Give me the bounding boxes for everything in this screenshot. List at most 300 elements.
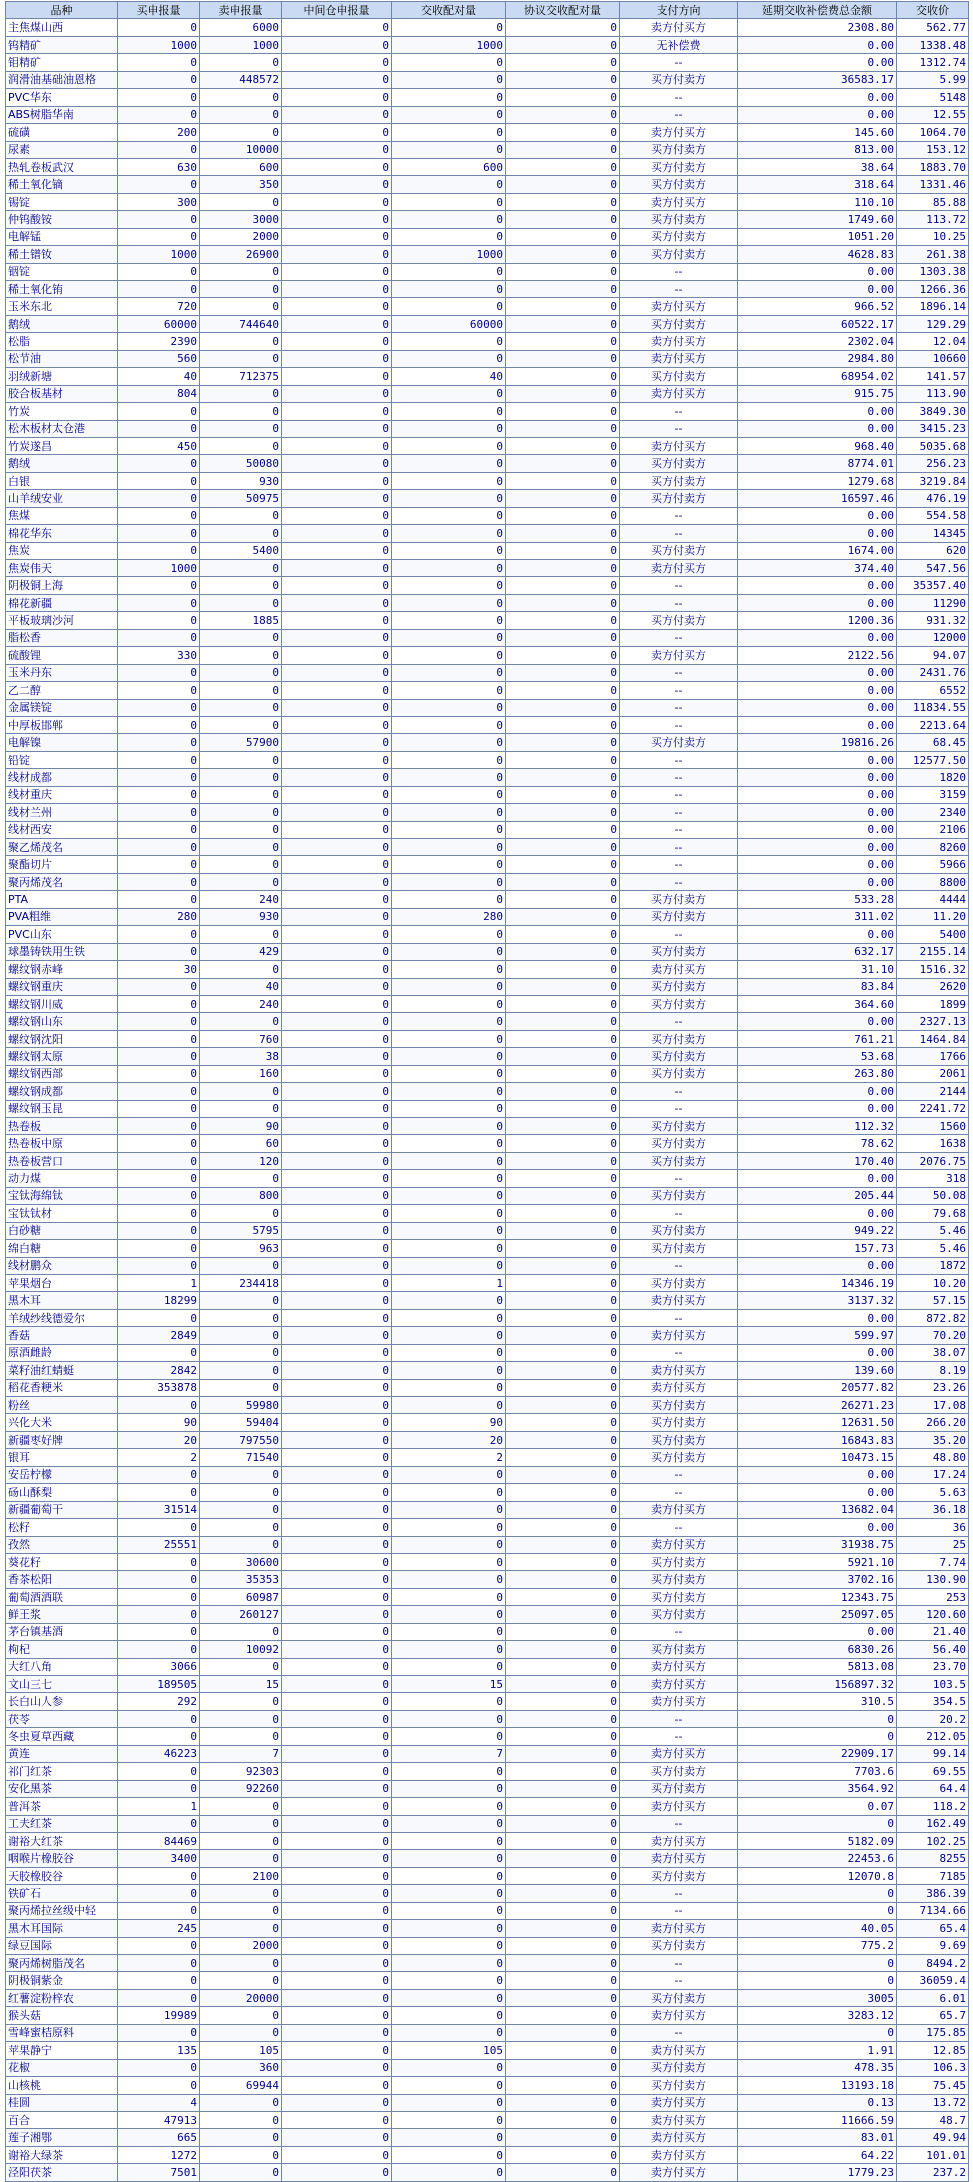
table-row[interactable] [6, 385, 969, 402]
table-row[interactable] [6, 455, 969, 472]
table-row[interactable] [6, 315, 969, 332]
table-row[interactable] [6, 1780, 969, 1797]
payment-direction-cell: 买方付卖方 [620, 246, 738, 263]
table-row[interactable] [6, 1536, 969, 1553]
agreement-matched-cell: 0 [506, 682, 620, 699]
sell-quantity-cell: 0 [200, 961, 282, 978]
agreement-matched-cell: 0 [506, 1606, 620, 1623]
payment-direction-cell: -- [620, 1519, 738, 1536]
agreement-matched-cell: 0 [506, 1902, 620, 1919]
table-row[interactable] [6, 298, 969, 315]
compensation-total-cell: 966.52 [738, 298, 897, 315]
table-row[interactable] [6, 1118, 969, 1135]
table-row[interactable] [6, 769, 969, 786]
table-row[interactable] [6, 1170, 969, 1187]
table-row[interactable] [6, 577, 969, 594]
table-row[interactable] [6, 1344, 969, 1361]
table-row[interactable] [6, 1100, 969, 1117]
buy-quantity-cell: 0 [118, 263, 200, 280]
table-row[interactable] [6, 908, 969, 925]
table-row[interactable] [6, 420, 969, 437]
buy-quantity-cell: 1 [118, 1798, 200, 1815]
agreement-matched-cell: 0 [506, 769, 620, 786]
payment-direction-cell: 卖方付买方 [620, 647, 738, 664]
table-row[interactable] [6, 1379, 969, 1396]
matched-quantity-cell: 0 [392, 1658, 506, 1675]
table-row[interactable] [6, 1710, 969, 1727]
matched-quantity-cell: 0 [392, 1292, 506, 1309]
variety-cell: 苹果烟台 [6, 1274, 118, 1291]
table-row[interactable] [6, 350, 969, 367]
table-row[interactable] [6, 1309, 969, 1326]
table-row[interactable] [6, 786, 969, 803]
table-row[interactable] [6, 1205, 969, 1222]
table-row[interactable] [6, 1519, 969, 1536]
agreement-matched-cell: 0 [506, 2007, 620, 2024]
header-agreement-matched[interactable]: 协议交收配对量 [506, 2, 620, 19]
agreement-matched-cell: 0 [506, 158, 620, 175]
matched-quantity-cell: 7 [392, 1745, 506, 1762]
buy-quantity-cell: 0 [118, 19, 200, 36]
sell-quantity-cell: 0 [200, 298, 282, 315]
payment-direction-cell: -- [620, 786, 738, 803]
table-row[interactable] [6, 1431, 969, 1448]
variety-cell: 螺纹钢川威 [6, 995, 118, 1012]
table-row[interactable] [6, 333, 969, 350]
matched-quantity-cell: 0 [392, 1710, 506, 1727]
table-row[interactable] [6, 542, 969, 559]
delivery-price-cell: 1266.36 [897, 281, 969, 298]
buy-quantity-cell: 0 [118, 751, 200, 768]
agreement-matched-cell: 0 [506, 124, 620, 141]
matched-quantity-cell: 0 [392, 2111, 506, 2128]
table-row[interactable] [6, 525, 969, 542]
table-row[interactable] [6, 560, 969, 577]
middle-warehouse-cell: 0 [282, 1030, 392, 1047]
delivery-price-cell: 11.20 [897, 908, 969, 925]
payment-direction-cell: 卖方付买方 [620, 1850, 738, 1867]
variety-cell: 大红八角 [6, 1658, 118, 1675]
table-row[interactable] [6, 211, 969, 228]
table-row[interactable] [6, 437, 969, 454]
payment-direction-cell: 买方付卖方 [620, 1763, 738, 1780]
variety-cell: 焦炭 [6, 542, 118, 559]
compensation-total-cell: 12631.50 [738, 1414, 897, 1431]
compensation-total-cell: 0.00 [738, 106, 897, 123]
table-row[interactable] [6, 1501, 969, 1518]
table-row[interactable] [6, 629, 969, 646]
table-row[interactable] [6, 54, 969, 71]
table-row[interactable] [6, 839, 969, 856]
table-row[interactable] [6, 1362, 969, 1379]
variety-cell: 孜然 [6, 1536, 118, 1553]
table-row[interactable] [6, 124, 969, 141]
table-row[interactable] [6, 804, 969, 821]
matched-quantity-cell: 0 [392, 1030, 506, 1047]
compensation-total-cell: 14346.19 [738, 1274, 897, 1291]
table-row[interactable] [6, 2042, 969, 2059]
table-row[interactable] [6, 1745, 969, 1762]
table-row[interactable] [6, 1937, 969, 1954]
delivery-price-cell: 261.38 [897, 246, 969, 263]
table-row[interactable] [6, 873, 969, 890]
buy-quantity-cell: 0 [118, 1222, 200, 1239]
compensation-total-cell: 5182.09 [738, 1832, 897, 1849]
buy-quantity-cell: 0 [118, 1030, 200, 1047]
middle-warehouse-cell: 0 [282, 2059, 392, 2076]
middle-warehouse-cell: 0 [282, 1065, 392, 1082]
middle-warehouse-cell: 0 [282, 490, 392, 507]
variety-cell: 竹炭 [6, 403, 118, 420]
table-row[interactable] [6, 1327, 969, 1344]
table-row[interactable] [6, 1641, 969, 1658]
header-delivery-price[interactable]: 交收价 [897, 2, 969, 19]
sell-quantity-cell: 10092 [200, 1641, 282, 1658]
middle-warehouse-cell: 0 [282, 1083, 392, 1100]
matched-quantity-cell: 0 [392, 455, 506, 472]
agreement-matched-cell: 0 [506, 54, 620, 71]
table-row[interactable] [6, 926, 969, 943]
table-row[interactable] [6, 699, 969, 716]
middle-warehouse-cell: 0 [282, 1344, 392, 1361]
sell-quantity-cell: 0 [200, 281, 282, 298]
sell-quantity-cell: 0 [200, 1466, 282, 1483]
compensation-total-cell: 0.00 [738, 839, 897, 856]
table-row[interactable] [6, 2077, 969, 2094]
matched-quantity-cell: 0 [392, 2164, 506, 2181]
table-row[interactable] [6, 2164, 969, 2181]
table-row[interactable] [6, 1449, 969, 1466]
delivery-price-cell: 1516.32 [897, 961, 969, 978]
sell-quantity-cell: 0 [200, 1083, 282, 1100]
delivery-price-cell: 12.85 [897, 2042, 969, 2059]
compensation-total-cell: 0.00 [738, 1205, 897, 1222]
agreement-matched-cell: 0 [506, 1414, 620, 1431]
matched-quantity-cell: 0 [392, 629, 506, 646]
table-row[interactable] [6, 1048, 969, 1065]
buy-quantity-cell: 0 [118, 54, 200, 71]
table-row[interactable] [6, 2146, 969, 2163]
buy-quantity-cell: 300 [118, 193, 200, 210]
variety-cell: 焦炭伟天 [6, 560, 118, 577]
table-row[interactable] [6, 1588, 969, 1605]
table-row[interactable] [6, 943, 969, 960]
variety-cell: 聚丙烯拉丝级中轻 [6, 1902, 118, 1919]
table-row[interactable] [6, 978, 969, 995]
table-row[interactable] [6, 1571, 969, 1588]
sell-quantity-cell: 0 [200, 751, 282, 768]
table-row[interactable] [6, 1187, 969, 1204]
middle-warehouse-cell: 0 [282, 124, 392, 141]
table-row[interactable] [6, 1466, 969, 1483]
buy-quantity-cell: 0 [118, 1885, 200, 1902]
variety-cell: 花椒 [6, 2059, 118, 2076]
table-row[interactable] [6, 1658, 969, 1675]
buy-quantity-cell: 0 [118, 1937, 200, 1954]
table-row[interactable] [6, 1152, 969, 1169]
buy-quantity-cell: 1 [118, 1274, 200, 1291]
table-row[interactable] [6, 716, 969, 733]
table-row[interactable] [6, 1763, 969, 1780]
table-row[interactable] [6, 1013, 969, 1030]
table-row[interactable] [6, 1623, 969, 1640]
variety-cell: 宝钛钛材 [6, 1205, 118, 1222]
payment-direction-cell: 买方付卖方 [620, 1152, 738, 1169]
table-row[interactable] [6, 821, 969, 838]
delivery-price-cell: 2431.76 [897, 664, 969, 681]
table-row[interactable] [6, 1397, 969, 1414]
table-row[interactable] [6, 995, 969, 1012]
header-matched-quantity[interactable]: 交收配对量 [392, 2, 506, 19]
table-row[interactable] [6, 1274, 969, 1291]
variety-cell: 兴化大米 [6, 1414, 118, 1431]
variety-cell: 热轧卷板武汉 [6, 158, 118, 175]
buy-quantity-cell: 353878 [118, 1379, 200, 1396]
table-row[interactable] [6, 1676, 969, 1693]
delivery-price-cell: 130.90 [897, 1571, 969, 1588]
buy-quantity-cell: 135 [118, 2042, 200, 2059]
table-row[interactable] [6, 89, 969, 106]
agreement-matched-cell: 0 [506, 525, 620, 542]
matched-quantity-cell: 0 [392, 1955, 506, 1972]
middle-warehouse-cell: 0 [282, 1676, 392, 1693]
middle-warehouse-cell: 0 [282, 1449, 392, 1466]
sell-quantity-cell: 69944 [200, 2077, 282, 2094]
variety-cell: 祁门红茶 [6, 1763, 118, 1780]
variety-cell: ABS树脂华南 [6, 106, 118, 123]
buy-quantity-cell: 30 [118, 961, 200, 978]
middle-warehouse-cell: 0 [282, 1397, 392, 1414]
table-row[interactable] [6, 1920, 969, 1937]
delivery-price-cell: 1303.38 [897, 263, 969, 280]
compensation-total-cell: 0 [738, 1902, 897, 1919]
table-row[interactable] [6, 472, 969, 489]
sell-quantity-cell: 0 [200, 1205, 282, 1222]
table-row[interactable] [6, 1798, 969, 1815]
compensation-total-cell: 318.64 [738, 176, 897, 193]
agreement-matched-cell: 0 [506, 1152, 620, 1169]
matched-quantity-cell: 0 [392, 420, 506, 437]
delivery-price-cell: 21.40 [897, 1623, 969, 1640]
table-row[interactable] [6, 1815, 969, 1832]
table-row[interactable] [6, 106, 969, 123]
table-row[interactable] [6, 1989, 969, 2006]
table-row[interactable] [6, 141, 969, 158]
agreement-matched-cell: 0 [506, 1048, 620, 1065]
table-row[interactable] [6, 1030, 969, 1047]
table-row[interactable] [6, 36, 969, 53]
table-row[interactable] [6, 1414, 969, 1431]
header-variety[interactable]: 品种 [6, 2, 118, 19]
table-row[interactable] [6, 664, 969, 681]
header-compensation-total[interactable]: 延期交收补偿费总金额 [738, 2, 897, 19]
buy-quantity-cell: 0 [118, 89, 200, 106]
variety-cell: 粉丝 [6, 1397, 118, 1414]
matched-quantity-cell: 0 [392, 2059, 506, 2076]
table-row[interactable] [6, 1484, 969, 1501]
compensation-total-cell: 533.28 [738, 891, 897, 908]
sell-quantity-cell: 50975 [200, 490, 282, 507]
table-row[interactable] [6, 403, 969, 420]
middle-warehouse-cell: 0 [282, 978, 392, 995]
table-row[interactable] [6, 751, 969, 768]
table-row[interactable] [6, 1606, 969, 1623]
table-row[interactable] [6, 856, 969, 873]
buy-quantity-cell: 0 [118, 873, 200, 890]
payment-direction-cell: 卖方付买方 [620, 2007, 738, 2024]
variety-cell: 羊绒纱线德爱尔 [6, 1309, 118, 1326]
table-row[interactable] [6, 368, 969, 385]
delivery-price-cell: 2327.13 [897, 1013, 969, 1030]
matched-quantity-cell: 0 [392, 1989, 506, 2006]
sell-quantity-cell: 0 [200, 507, 282, 524]
table-row[interactable] [6, 1135, 969, 1152]
sell-quantity-cell: 5795 [200, 1222, 282, 1239]
delivery-price-cell: 17.08 [897, 1397, 969, 1414]
matched-quantity-cell: 0 [392, 281, 506, 298]
table-row[interactable] [6, 228, 969, 245]
compensation-total-cell: 12070.8 [738, 1867, 897, 1884]
agreement-matched-cell: 0 [506, 2129, 620, 2146]
table-row[interactable] [6, 1240, 969, 1257]
compensation-total-cell: 22453.6 [738, 1850, 897, 1867]
buy-quantity-cell: 0 [118, 839, 200, 856]
table-row[interactable] [6, 1850, 969, 1867]
table-row[interactable] [6, 176, 969, 193]
agreement-matched-cell: 0 [506, 856, 620, 873]
compensation-total-cell: 0.00 [738, 1623, 897, 1640]
matched-quantity-cell: 0 [392, 1763, 506, 1780]
matched-quantity-cell: 0 [392, 1850, 506, 1867]
delivery-price-cell: 35357.40 [897, 577, 969, 594]
table-row[interactable] [6, 891, 969, 908]
middle-warehouse-cell: 0 [282, 1588, 392, 1605]
header-middle-warehouse[interactable]: 中间仓申报量 [282, 2, 392, 19]
variety-cell: 脂松香 [6, 629, 118, 646]
variety-cell: 香菇 [6, 1327, 118, 1344]
matched-quantity-cell: 0 [392, 1205, 506, 1222]
table-row[interactable] [6, 1693, 969, 1710]
table-row[interactable] [6, 1728, 969, 1745]
variety-cell: 谢裕大绿茶 [6, 2146, 118, 2163]
table-row[interactable] [6, 734, 969, 751]
table-row[interactable] [6, 281, 969, 298]
header-buy-quantity[interactable]: 买申报量 [118, 2, 200, 19]
table-row[interactable] [6, 1553, 969, 1570]
delivery-price-cell: 129.29 [897, 315, 969, 332]
payment-direction-cell: 买方付卖方 [620, 1240, 738, 1257]
middle-warehouse-cell: 0 [282, 1920, 392, 1937]
middle-warehouse-cell: 0 [282, 1222, 392, 1239]
agreement-matched-cell: 0 [506, 89, 620, 106]
table-row[interactable] [6, 246, 969, 263]
payment-direction-cell: -- [620, 1344, 738, 1361]
payment-direction-cell: 买方付卖方 [620, 211, 738, 228]
header-payment-direction[interactable]: 支付方向 [620, 2, 738, 19]
table-row[interactable] [6, 1902, 969, 1919]
middle-warehouse-cell: 0 [282, 106, 392, 123]
table-row[interactable] [6, 961, 969, 978]
buy-quantity-cell: 665 [118, 2129, 200, 2146]
matched-quantity-cell: 0 [392, 542, 506, 559]
table-row[interactable] [6, 193, 969, 210]
delivery-price-cell: 57.15 [897, 1292, 969, 1309]
table-row[interactable] [6, 19, 969, 36]
table-row[interactable] [6, 1832, 969, 1849]
variety-cell: 线材鹏众 [6, 1257, 118, 1274]
table-row[interactable] [6, 2111, 969, 2128]
table-row[interactable] [6, 1257, 969, 1274]
payment-direction-cell: 买方付卖方 [620, 1606, 738, 1623]
table-row[interactable] [6, 2024, 969, 2041]
table-row[interactable] [6, 612, 969, 629]
table-row[interactable] [6, 647, 969, 664]
table-row[interactable] [6, 1222, 969, 1239]
sell-quantity-cell: 10000 [200, 141, 282, 158]
middle-warehouse-cell: 0 [282, 246, 392, 263]
table-row[interactable] [6, 2129, 969, 2146]
compensation-total-cell: 0.00 [738, 1013, 897, 1030]
compensation-total-cell: 0.00 [738, 1170, 897, 1187]
buy-quantity-cell: 0 [118, 1571, 200, 1588]
variety-cell: 棉花华东 [6, 525, 118, 542]
middle-warehouse-cell: 0 [282, 1309, 392, 1326]
sell-quantity-cell: 1000 [200, 36, 282, 53]
table-row[interactable] [6, 71, 969, 88]
sell-quantity-cell: 0 [200, 1902, 282, 1919]
delivery-price-cell: 11834.55 [897, 699, 969, 716]
delivery-price-cell: 38.07 [897, 1344, 969, 1361]
agreement-matched-cell: 0 [506, 19, 620, 36]
table-row[interactable] [6, 1885, 969, 1902]
agreement-matched-cell: 0 [506, 612, 620, 629]
delivery-price-cell: 1883.70 [897, 158, 969, 175]
table-row[interactable] [6, 2094, 969, 2111]
table-row[interactable] [6, 2059, 969, 2076]
table-row[interactable] [6, 682, 969, 699]
buy-quantity-cell: 0 [118, 71, 200, 88]
header-sell-quantity[interactable]: 卖申报量 [200, 2, 282, 19]
table-row[interactable] [6, 158, 969, 175]
sell-quantity-cell: 0 [200, 1850, 282, 1867]
table-row[interactable] [6, 1972, 969, 1989]
matched-quantity-cell: 0 [392, 350, 506, 367]
buy-quantity-cell: 0 [118, 1867, 200, 1884]
sell-quantity-cell: 0 [200, 1170, 282, 1187]
buy-quantity-cell: 0 [118, 1257, 200, 1274]
variety-cell: 鹅绒 [6, 455, 118, 472]
buy-quantity-cell: 60000 [118, 315, 200, 332]
table-row[interactable] [6, 594, 969, 611]
table-row[interactable] [6, 507, 969, 524]
table-row[interactable] [6, 1083, 969, 1100]
table-row[interactable] [6, 2007, 969, 2024]
middle-warehouse-cell: 0 [282, 1135, 392, 1152]
agreement-matched-cell: 0 [506, 1240, 620, 1257]
agreement-matched-cell: 0 [506, 961, 620, 978]
table-row[interactable] [6, 1867, 969, 1884]
matched-quantity-cell: 0 [392, 1798, 506, 1815]
table-row[interactable] [6, 1065, 969, 1082]
table-row[interactable] [6, 490, 969, 507]
buy-quantity-cell: 2390 [118, 333, 200, 350]
agreement-matched-cell: 0 [506, 1745, 620, 1762]
table-row[interactable] [6, 1955, 969, 1972]
middle-warehouse-cell: 0 [282, 1257, 392, 1274]
table-row[interactable] [6, 263, 969, 280]
buy-quantity-cell: 0 [118, 1397, 200, 1414]
table-row[interactable] [6, 1292, 969, 1309]
